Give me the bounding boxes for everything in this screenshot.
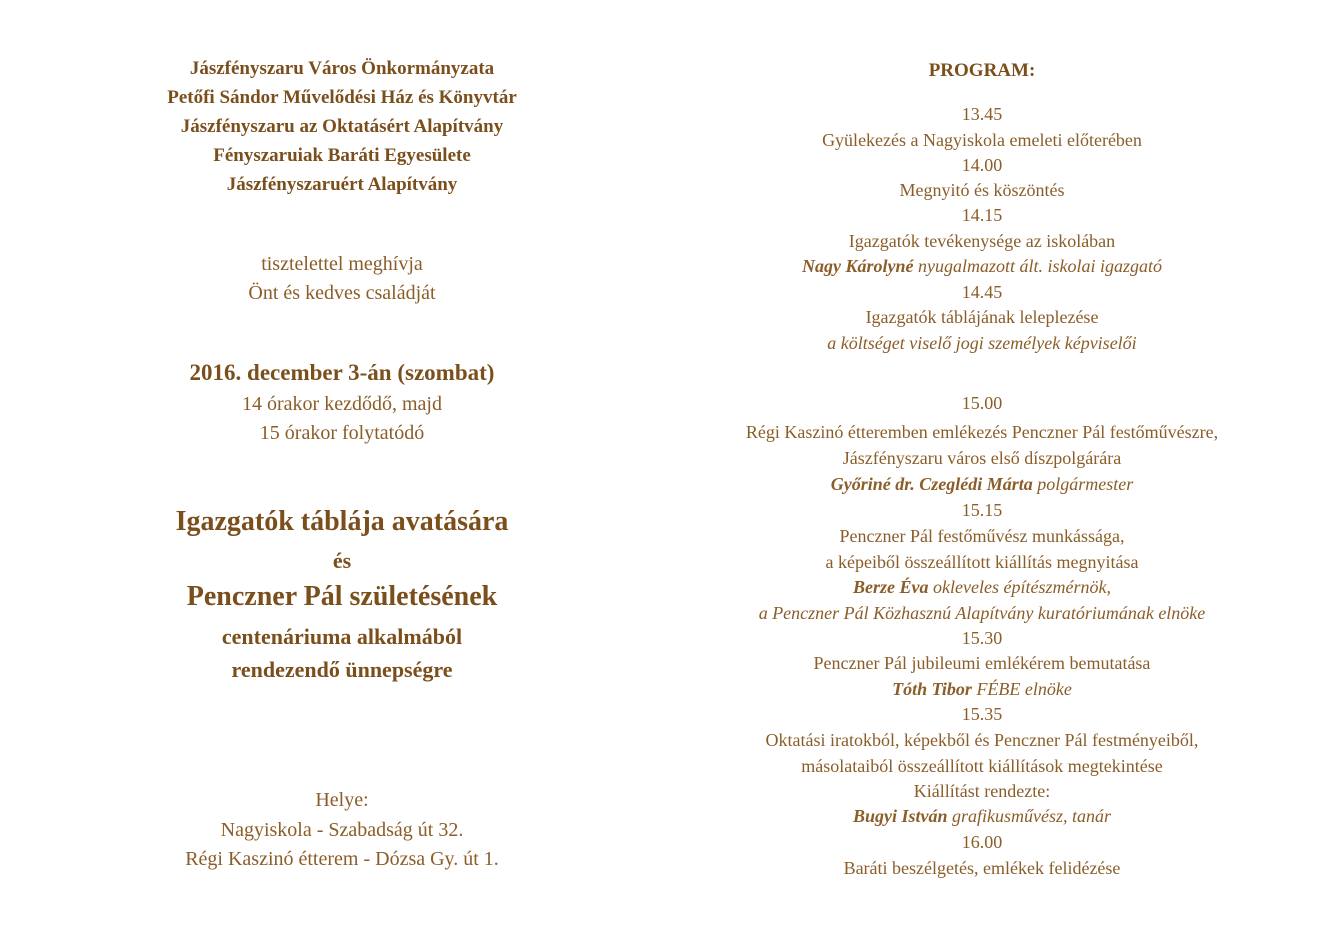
program-speaker (680, 679, 1284, 700)
speaker-name: Bugyi István (852, 806, 948, 826)
program-time: 15.30 (961, 628, 1003, 648)
program-item: Oktatási iratokból, képekből és Penczner Pál festményeiből, (765, 730, 1199, 750)
program-time: 15.00 (961, 393, 1003, 413)
organizer-1: Jászfényszaru Város Önkormányzata (189, 58, 495, 79)
program-speaker: a költséget viselő jogi személyek képviselői (827, 333, 1137, 353)
program-speaker: a Penczner Pál Közhasznú Alapítvány kuratóriumának elnöke (758, 603, 1206, 623)
program-item: a képeiből összeállított kiállítás megnyitása (825, 552, 1139, 572)
program-item: Penczner Pál festőművész munkássága, (839, 526, 1125, 546)
speaker-name: Tóth Tibor (892, 679, 972, 699)
program-item: Igazgatók táblájának leleplezése (865, 307, 1099, 327)
speaker-role: FÉBE elnöke (971, 679, 1072, 699)
program-item: Régi Kaszinó étteremben emlékezés Penczner Pál festőművészre, (745, 422, 1219, 442)
event-subtitle-2: rendezendő ünnepségre (231, 657, 453, 682)
event-date: 2016. december 3-án (szombat) (189, 360, 495, 385)
program-item: Megnyitó és köszöntés (899, 180, 1065, 200)
program-item: Igazgatók tevékenysége az iskolában (848, 231, 1116, 251)
program-item: Jászfényszaru város első díszpolgárára (842, 448, 1122, 468)
organizer-5: Jászfényszaruért Alapítvány (226, 174, 458, 195)
program-item: Gyülekezés a Nagyiskola emeleti előterében (822, 130, 1142, 150)
program-time: 14.15 (961, 205, 1003, 225)
program-time: 16.00 (961, 832, 1003, 852)
venue-2: Régi Kaszinó étterem - Dózsa Gy. út 1. (185, 848, 499, 870)
venue-1: Nagyiskola - Szabadság út 32. (220, 819, 464, 841)
venue-label: Helye: (315, 789, 369, 811)
program-title: PROGRAM: (928, 60, 1036, 81)
program-speaker (680, 474, 1284, 495)
program-time: 15.35 (961, 704, 1003, 724)
speaker-role: okleveles építészmérnök, (928, 577, 1111, 597)
event-subtitle-1: centenáriuma alkalmából (221, 624, 463, 649)
speaker-name: Győriné dr. Czeglédi Márta (830, 474, 1033, 494)
organizer-3: Jászfényszaru az Oktatásért Alapítvány (180, 116, 504, 137)
program-time: 13.45 (961, 104, 1003, 124)
program-speaker (680, 806, 1284, 827)
organizer-4: Fényszaruiak Baráti Egyesülete (213, 145, 471, 166)
program-speaker (680, 256, 1284, 277)
invite-line-2: Önt és kedves családját (248, 282, 436, 304)
time-line-2: 15 órakor folytatódó (259, 422, 425, 444)
speaker-name: Berze Éva (853, 577, 929, 597)
organizer-2: Petőfi Sándor Művelődési Ház és Könyvtár (167, 87, 517, 108)
program-time: 15.15 (961, 500, 1003, 520)
program-time: 14.45 (961, 282, 1003, 302)
program-speaker (680, 577, 1284, 598)
event-and: és (332, 548, 352, 573)
event-title-2: Penczner Pál születésének (186, 581, 498, 612)
speaker-role: grafikusművész, tanár (947, 806, 1112, 826)
invite-line-1: tisztelettel meghívja (261, 253, 423, 275)
event-title-1: Igazgatók táblája avatására (175, 506, 509, 537)
program-item: Baráti beszélgetés, emlékek felidézése (843, 858, 1121, 878)
program-item: Penczner Pál jubileumi emlékérem bemutatása (813, 653, 1151, 673)
program-item: Kiállítást rendezte: (913, 781, 1051, 801)
speaker-name: Nagy Károlyné (801, 256, 914, 276)
time-line-1: 14 órakor kezdődő, majd (242, 393, 442, 415)
program-time: 14.00 (961, 155, 1003, 175)
speaker-role: nyugalmazott ált. iskolai igazgató (913, 256, 1162, 276)
speaker-role: polgármester (1032, 474, 1134, 494)
program-item: másolataiból összeállított kiállítások megtekintése (801, 756, 1163, 776)
